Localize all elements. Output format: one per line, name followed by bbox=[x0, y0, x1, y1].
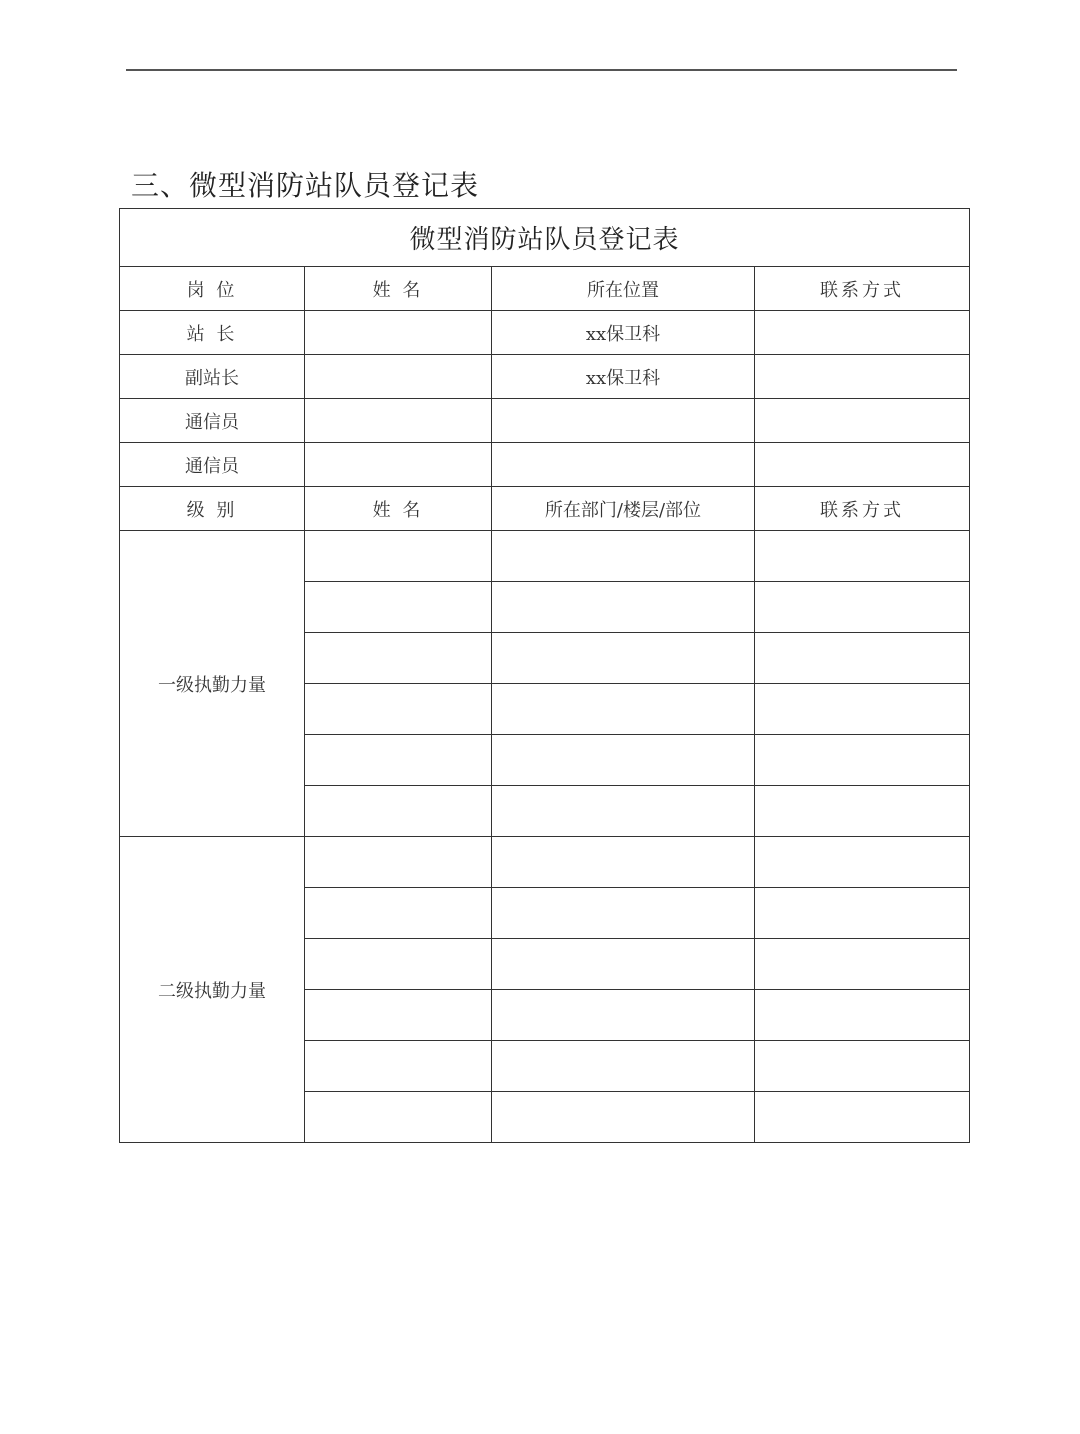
header-cell-name: 姓 名 bbox=[305, 487, 492, 531]
table-header-row bbox=[120, 267, 970, 311]
page-header-rule bbox=[126, 69, 957, 71]
position-cell: 站 长 bbox=[120, 311, 305, 355]
name-cell[interactable] bbox=[305, 684, 492, 735]
position-cell: 通信员 bbox=[120, 399, 305, 443]
department-cell[interactable] bbox=[492, 735, 755, 786]
table-row bbox=[120, 355, 970, 399]
name-cell[interactable] bbox=[305, 582, 492, 633]
location-cell[interactable] bbox=[492, 399, 755, 443]
register-table bbox=[119, 208, 970, 1143]
location-cell[interactable]: xx保卫科 bbox=[492, 311, 755, 355]
contact-cell[interactable] bbox=[755, 1041, 970, 1092]
section-heading: 三、微型消防站队员登记表 bbox=[131, 169, 480, 202]
position-cell: 通信员 bbox=[120, 443, 305, 487]
department-cell[interactable] bbox=[492, 1041, 755, 1092]
name-cell[interactable] bbox=[305, 939, 492, 990]
contact-cell[interactable] bbox=[755, 633, 970, 684]
name-cell[interactable] bbox=[305, 990, 492, 1041]
department-cell[interactable] bbox=[492, 582, 755, 633]
contact-cell[interactable] bbox=[755, 837, 970, 888]
department-cell[interactable] bbox=[492, 633, 755, 684]
department-cell[interactable] bbox=[492, 786, 755, 837]
contact-cell[interactable] bbox=[755, 531, 970, 582]
table-row bbox=[120, 311, 970, 355]
name-cell[interactable] bbox=[305, 443, 492, 487]
table-row bbox=[120, 837, 970, 888]
table-row bbox=[120, 443, 970, 487]
table-row bbox=[120, 531, 970, 582]
contact-cell[interactable] bbox=[755, 1092, 970, 1143]
name-cell[interactable] bbox=[305, 786, 492, 837]
name-cell[interactable] bbox=[305, 1041, 492, 1092]
duty-level-cell-2: 二级执勤力量 bbox=[120, 837, 305, 1143]
contact-cell[interactable] bbox=[755, 888, 970, 939]
department-cell[interactable] bbox=[492, 837, 755, 888]
name-cell[interactable] bbox=[305, 355, 492, 399]
name-cell[interactable] bbox=[305, 531, 492, 582]
header-cell-contact: 联系方式 bbox=[755, 487, 970, 531]
name-cell[interactable] bbox=[305, 633, 492, 684]
contact-cell[interactable] bbox=[755, 355, 970, 399]
contact-cell[interactable] bbox=[755, 443, 970, 487]
duty-level-cell-1: 一级执勤力量 bbox=[120, 531, 305, 837]
name-cell[interactable] bbox=[305, 888, 492, 939]
contact-cell[interactable] bbox=[755, 939, 970, 990]
contact-cell[interactable] bbox=[755, 786, 970, 837]
header-cell-position: 岗 位 bbox=[120, 267, 305, 311]
department-cell[interactable] bbox=[492, 990, 755, 1041]
header-cell-contact: 联系方式 bbox=[755, 267, 970, 311]
name-cell[interactable] bbox=[305, 399, 492, 443]
header-cell-level: 级 别 bbox=[120, 487, 305, 531]
table-row bbox=[120, 399, 970, 443]
table-header-row bbox=[120, 487, 970, 531]
header-cell-location: 所在位置 bbox=[492, 267, 755, 311]
department-cell[interactable] bbox=[492, 1092, 755, 1143]
position-cell: 副站长 bbox=[120, 355, 305, 399]
contact-cell[interactable] bbox=[755, 582, 970, 633]
name-cell[interactable] bbox=[305, 311, 492, 355]
contact-cell[interactable] bbox=[755, 311, 970, 355]
location-cell[interactable] bbox=[492, 443, 755, 487]
header-cell-department: 所在部门/楼层/部位 bbox=[492, 487, 755, 531]
name-cell[interactable] bbox=[305, 1092, 492, 1143]
contact-cell[interactable] bbox=[755, 399, 970, 443]
contact-cell[interactable] bbox=[755, 990, 970, 1041]
table-title: 微型消防站队员登记表 bbox=[120, 209, 970, 267]
contact-cell[interactable] bbox=[755, 735, 970, 786]
location-cell[interactable]: xx保卫科 bbox=[492, 355, 755, 399]
department-cell[interactable] bbox=[492, 684, 755, 735]
name-cell[interactable] bbox=[305, 735, 492, 786]
department-cell[interactable] bbox=[492, 888, 755, 939]
name-cell[interactable] bbox=[305, 837, 492, 888]
header-cell-name: 姓 名 bbox=[305, 267, 492, 311]
department-cell[interactable] bbox=[492, 531, 755, 582]
contact-cell[interactable] bbox=[755, 684, 970, 735]
department-cell[interactable] bbox=[492, 939, 755, 990]
